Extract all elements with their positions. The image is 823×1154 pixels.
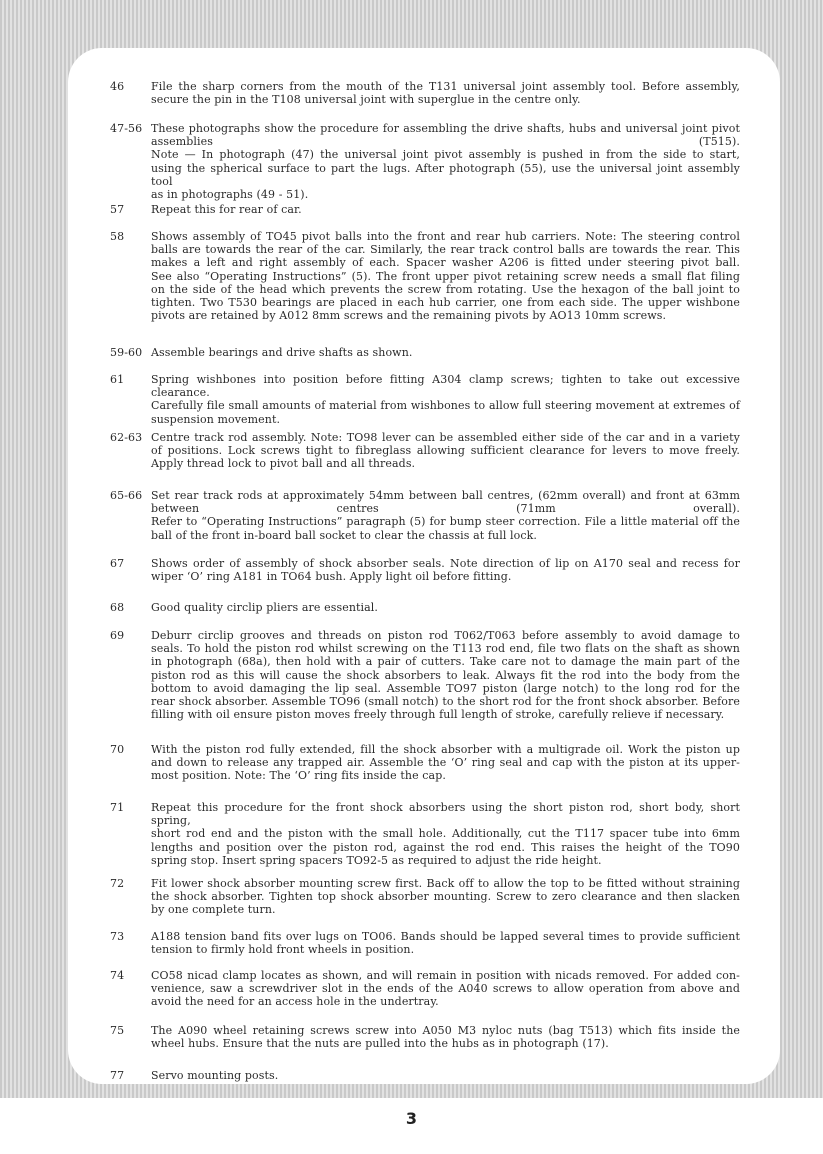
text-line: Repeat this for rear of car. [151,203,302,216]
text-line: on the side of the head which prevents the screw from rotating. Use the hexagon of the ball joint to [151,282,740,296]
text-line: Spring wishbones into position before fitting A304 clamp screws; tighten to take out excessive clearance. [151,373,740,400]
text-line: File the sharp corners from the mouth of the T131 universal joint assembly tool. Before assembly, [151,80,740,93]
item-number: 75 [110,1024,125,1037]
item-number: 74 [110,969,125,982]
item-number: 68 [110,601,125,614]
text-line: the shock absorber. Tighten top shock absorber mounting. Screw to zero clearance and then slacken [151,890,740,904]
item-number: 46 [110,80,125,93]
text-line: tighten. Two T530 bearings are placed in each hub carrier, one from each side. The upper wishbone [151,296,740,310]
text-line: short rod end and the piston with the small hole. Additionally, cut the T117 spacer tube into 6mm [151,827,740,841]
item-number: 71 [110,801,125,814]
item-text [151,557,740,583]
item-text [151,601,740,614]
text-line: rear shock absorber. Assemble TO96 (small notch) to the short rod for the front shock absorber. Before [151,695,740,709]
text-line: wheel hubs. Ensure that the nuts are pulled into the hubs as in photograph (17). [151,1037,609,1051]
item-text [151,1024,740,1050]
item-number: 57 [110,203,125,216]
item-text [151,930,740,956]
text-line: pivots are retained by A012 8mm screws and the remaining pivots by AO13 10mm screws. [151,309,667,323]
text-line: bottom to avoid damaging the lip seal. Assemble TO97 piston (large notch) to the long rod for the [151,681,740,695]
item-number: 70 [110,743,125,756]
text-line: See also “Operating Instructions” (5). The front upper pivot retaining screw needs a small flat filing [151,269,740,283]
text-line: assemblies (T515). [151,135,740,149]
item-text [151,431,740,471]
text-line: by one complete turn. [151,903,276,917]
item-number: 62-63 [110,431,143,444]
text-line: balls are towards the rear of the car. Similarly, the rear track control balls are towards the rear. This [151,243,740,257]
text-line: Set rear track rods at approximately 54mm between ball centres, (62mm overall) and front at 63mm [151,489,740,502]
page-number: 3 [405,1109,418,1128]
text-line: spring stop. Insert spring spacers TO92-5 as required to adjust the ride height. [151,853,602,867]
text-line: in photograph (68a), then hold with a pair of cutters. Take care not to damage the main part of the [151,655,740,669]
item-number: 58 [110,230,125,243]
item-text [151,373,740,426]
item-text [151,80,740,106]
text-line: seals. To hold the piston rod whilst screwing on the T113 rod end, file two flats on the shaft as shown [151,642,740,656]
item-number: 73 [110,930,125,943]
text-line: piston rod as this will cause the shock absorbers to leak. Always fit the rod into the body from the [151,668,740,682]
item-text [151,877,740,917]
text-line: lengths and position over the piston rod, against the rod end. This raises the height of the TO90 [151,840,740,854]
text-line: Apply thread lock to pivot ball and all threads. [151,457,416,471]
text-line: as in photographs (49 - 51). [151,188,309,202]
text-line: using the spherical surface to part the lugs. After photograph (55), use the universal joint assembly tool [151,161,740,188]
text-line: These photographs show the procedure for assembling the drive shafts, hubs and universal joint pivot [151,122,740,135]
text-line: of positions. Lock screws tight to fibreglass allowing sufficient clearance for levers to move freely. [151,444,740,458]
text-line: Shows assembly of TO45 pivot balls into the front and rear hub carriers. Note: The steering control [151,230,740,243]
text-line: Servo mounting posts. [151,1069,279,1082]
text-line: venience, saw a screwdriver slot in the ends of the A040 screws to allow operation from above and [151,982,740,996]
text-line: tension to firmly hold front wheels in position. [151,943,415,957]
item-number: 77 [110,1069,125,1082]
text-line: suspension movement. [151,412,281,426]
text-line: Good quality circlip pliers are essential. [151,601,379,614]
item-text [151,346,740,359]
item-text [151,230,740,322]
text-line: Refer to “Operating Instructions” paragraph (5) for bump steer correction. File a little material off the [151,515,740,529]
text-line: Shows order of assembly of shock absorber seals. Note direction of lip on A170 seal and recess for [151,557,740,570]
text-line: Note — In photograph (47) the universal joint pivot assembly is pushed in from the side to start, [151,148,740,162]
item-number: 47-56 [110,122,143,135]
text-line: most position. Note: The ‘O’ ring fits inside the cap. [151,769,446,783]
text-line: filling with oil ensure piston moves freely through full length of stroke, carefully relieve if necessary. [151,708,725,722]
text-line: Assemble bearings and drive shafts as shown. [151,346,413,359]
item-text [151,801,740,867]
item-number: 72 [110,877,125,890]
text-line: ball of the front in-board ball socket to clear the chassis at full lock. [151,528,538,542]
text-line: avoid the need for an access hole in the undertray. [151,995,439,1009]
text-line: With the piston rod fully extended, fill the shock absorber with a multigrade oil. Work the piston up [151,743,740,756]
text-line: Centre track rod assembly. Note: TO98 lever can be assembled either side of the car and in a variety [151,431,740,444]
text-line: and down to release any trapped air. Assemble the ‘O’ ring seal and cap with the piston at its upper- [151,756,740,770]
item-text [151,743,740,783]
text-line: secure the pin in the T108 universal joint with superglue in the centre only. [151,93,581,107]
text-line: Repeat this procedure for the front shock absorbers using the short piston rod, short body, short spring, [151,801,740,828]
item-number: 69 [110,629,125,642]
text-line: The A090 wheel retaining screws screw into A050 M3 nyloc nuts (bag T513) which fits inside the [151,1024,740,1037]
item-text [151,1069,740,1082]
text-line: wiper ‘O’ ring A181 in TO64 bush. Apply light oil before fitting. [151,570,512,584]
item-text [151,969,740,1009]
item-text [151,629,740,721]
text-line: A188 tension band fits over lugs on TO06. Bands should be lapped several times to provide sufficient [151,930,740,943]
text-line: Carefully file small amounts of material from wishbones to allow full steering movement at extremes of [151,399,740,413]
item-text [151,489,740,542]
item-number: 67 [110,557,125,570]
item-number: 61 [110,373,125,386]
item-number: 65-66 [110,489,143,502]
text-line: Fit lower shock absorber mounting screw first. Back off to allow the top to be fitted without straining [151,877,740,890]
text-line: CO58 nicad clamp locates as shown, and will remain in position with nicads removed. For added con- [151,969,740,982]
text-line: makes a left and right assembly of each. Spacer washer A206 is fitted under steering pivot ball. [151,256,740,270]
item-text [151,122,740,201]
item-number: 59-60 [110,346,143,359]
text-line: between centres (71mm overall). [151,502,740,516]
text-line: Deburr circlip grooves and threads on piston rod T062/T063 before assembly to avoid damage to [151,629,740,642]
item-text [151,203,740,216]
